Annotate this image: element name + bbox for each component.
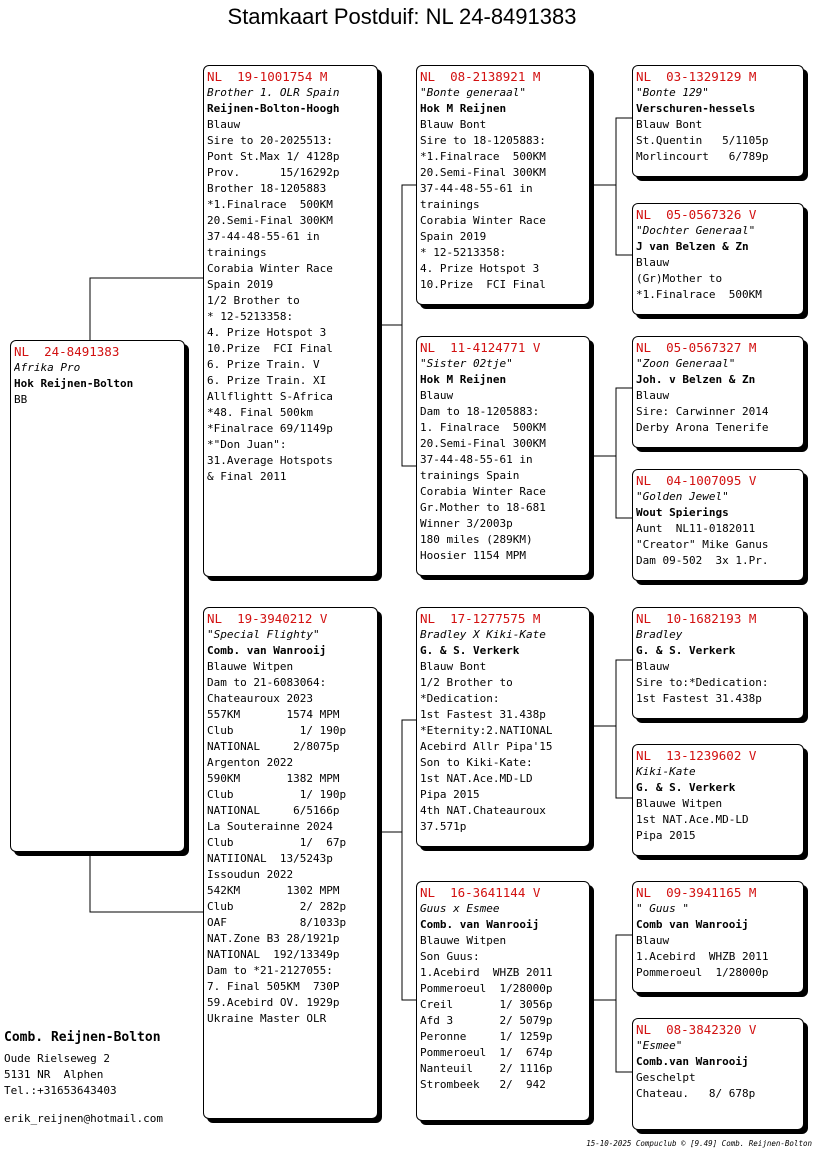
pigeon-card-dds[interactable] <box>632 881 804 993</box>
pigeon-owner: Comb. van Wanrooij <box>207 644 327 657</box>
pigeon-color: Blauw <box>420 389 454 402</box>
pigeon-color: Blauw <box>636 256 670 269</box>
pigeon-owner: Comb van Wanrooij <box>636 918 749 931</box>
pedigree-note: OAF 8/1033p <box>207 916 347 929</box>
pedigree-note: 1. Finalrace 500KM <box>420 421 546 434</box>
pedigree-note: (Gr)Mother to <box>636 272 723 285</box>
pigeon-color: Blauw <box>207 118 241 131</box>
pedigree-note: Corabia Winter Race <box>420 214 546 227</box>
pedigree-note: Ukraine Master OLR <box>207 1012 327 1025</box>
pedigree-note: Sire to 18-1205883: <box>420 134 546 147</box>
breeder-phone: Tel.:+31653643403 <box>4 1084 117 1097</box>
pedigree-note: 590KM 1382 MPM <box>207 772 340 785</box>
breeder-email[interactable]: erik_reijnen@hotmail.com <box>4 1112 163 1125</box>
pedigree-note: Creil 1/ 3056p <box>420 998 553 1011</box>
pedigree-note: NATIONAL 192/13349p <box>207 948 340 961</box>
pedigree-note: 1st Fastest 31.438p <box>636 692 762 705</box>
pigeon-name: Brother 1. OLR Spain <box>207 86 340 99</box>
pedigree-note: *48. Final 500km <box>207 406 313 419</box>
pedigree-note: 37.571p <box>420 820 467 833</box>
pigeon-name: "Bonte 129" <box>636 86 709 99</box>
breeder-name: Comb. Reijnen-Bolton <box>4 1030 161 1045</box>
pedigree-note: 557KM 1574 MPM <box>207 708 340 721</box>
pedigree-note: Winner 3/2003p <box>420 517 513 530</box>
pedigree-note: 1/2 Brother to <box>207 294 300 307</box>
breeder-info <box>4 1030 163 1127</box>
pigeon-owner: Verschuren-hessels <box>636 102 756 115</box>
pigeon-name: "Esmee" <box>636 1039 683 1052</box>
pigeon-owner: Hok Reijnen-Bolton <box>14 377 134 390</box>
ring-number: NL 04-1007095 V <box>636 473 757 488</box>
ring-number: NL 16-3641144 V <box>420 885 541 900</box>
pigeon-card-sds[interactable] <box>632 336 804 448</box>
pedigree-note: 20.Semi-Final 300KM <box>207 214 333 227</box>
pedigree-note: NAT.Zone B3 28/1921p <box>207 932 340 945</box>
ring-number: NL 08-3842320 V <box>636 1022 757 1037</box>
pedigree-note: *1.Finalrace 500KM <box>207 198 333 211</box>
pigeon-color: Blauwe Witpen <box>636 797 723 810</box>
pigeon-owner: G. & S. Verkerk <box>420 644 520 657</box>
pigeon-name: "Dochter Generaal" <box>636 224 756 237</box>
pedigree-note: 4. Prize Hotspot 3 <box>207 326 327 339</box>
pigeon-card-subject[interactable] <box>10 340 185 852</box>
pigeon-owner: G. & S. Verkerk <box>636 781 736 794</box>
pedigree-note: Derby Arona Tenerife <box>636 421 769 434</box>
ring-number: NL 24-8491383 <box>14 344 120 359</box>
pedigree-note: 4. Prize Hotspot 3 <box>420 262 540 275</box>
pedigree-note: Pipa 2015 <box>636 829 696 842</box>
pedigree-note: St.Quentin 5/1105p <box>636 134 769 147</box>
pedigree-note: * 12-5213358: <box>207 310 294 323</box>
pedigree-note: 1st Fastest 31.438p <box>420 708 546 721</box>
pedigree-note: *Eternity:2.NATIONAL <box>420 724 553 737</box>
pigeon-owner: J van Belzen & Zn <box>636 240 749 253</box>
pedigree-note: Sire to 20-2025513: <box>207 134 333 147</box>
pigeon-name: Bradley X Kiki-Kate <box>420 628 546 641</box>
pigeon-color: Geschelpt <box>636 1071 696 1084</box>
pedigree-note: Pommeroeul 1/28000p <box>420 982 553 995</box>
pedigree-note: 59.Acebird OV. 1929p <box>207 996 340 1009</box>
pigeon-card-sire-dam[interactable] <box>416 336 590 576</box>
pedigree-note: Chateau. 8/ 678p <box>636 1087 756 1100</box>
pedigree-note: Issoudun 2022 <box>207 868 294 881</box>
pigeon-name: Afrika Pro <box>14 361 81 374</box>
pedigree-note: 20.Semi-Final 300KM <box>420 166 546 179</box>
pedigree-note: Hoosier 1154 MPM <box>420 549 526 562</box>
pigeon-owner: G. & S. Verkerk <box>636 644 736 657</box>
pedigree-note: Peronne 1/ 1259p <box>420 1030 553 1043</box>
pedigree-note: 1/2 Brother to <box>420 676 513 689</box>
pigeon-owner: Hok M Reijnen <box>420 373 507 386</box>
footer-credit: 15-10-2025 Compuclub © [9.49] Comb. Reijnen-Bolton <box>586 1139 812 1148</box>
pigeon-owner: Hok M Reijnen <box>420 102 507 115</box>
pedigree-note: Brother 18-1205883 <box>207 182 327 195</box>
pigeon-color: BB <box>14 393 28 406</box>
breeder-address-1: Oude Rielseweg 2 <box>4 1052 110 1065</box>
pigeon-color: Aunt NL11-0182011 <box>636 522 756 535</box>
pigeon-card-sire-sire[interactable] <box>416 65 590 305</box>
pigeon-card-sire[interactable] <box>203 65 378 577</box>
pedigree-note: *1.Finalrace 500KM <box>420 150 546 163</box>
pigeon-color: Blauw Bont <box>420 118 487 131</box>
pedigree-note: 6. Prize Train. V <box>207 358 320 371</box>
pigeon-color: Blauwe Witpen <box>420 934 507 947</box>
pigeon-owner: Comb.van Wanrooij <box>636 1055 749 1068</box>
pigeon-card-ssd[interactable] <box>632 203 804 315</box>
pedigree-note: Gr.Mother to 18-681 <box>420 501 546 514</box>
ring-number: NL 05-0567326 V <box>636 207 757 222</box>
ring-number: NL 19-1001754 M <box>207 69 328 84</box>
ring-number: NL 09-3941165 M <box>636 885 757 900</box>
pedigree-note: Prov. 15/16292p <box>207 166 340 179</box>
pigeon-name: Kiki-Kate <box>636 765 696 778</box>
pedigree-note: NATIONAL 6/5166p <box>207 804 340 817</box>
pedigree-note: Afd 3 2/ 5079p <box>420 1014 553 1027</box>
pedigree-note: "Creator" Mike Ganus <box>636 538 769 551</box>
pedigree-note: Pont St.Max 1/ 4128p <box>207 150 340 163</box>
pigeon-name: "Sister 02tje" <box>420 357 513 370</box>
pedigree-note: Club 1/ 190p <box>207 724 347 737</box>
pedigree-note: Acebird Allr Pipa'15 <box>420 740 553 753</box>
pigeon-name: Guus x Esmee <box>420 902 500 915</box>
pedigree-note: Sire to:*Dedication: <box>636 676 769 689</box>
pigeon-name: "Special Flighty" <box>207 628 320 641</box>
pigeon-owner: Reijnen-Bolton-Hoogh <box>207 102 340 115</box>
pedigree-note: Corabia Winter Race <box>207 262 333 275</box>
pedigree-note: trainings <box>207 246 267 259</box>
pedigree-note: *"Don Juan": <box>207 438 287 451</box>
pedigree-note: Club 2/ 282p <box>207 900 347 913</box>
pigeon-owner: Comb. van Wanrooij <box>420 918 540 931</box>
ring-number: NL 19-3940212 V <box>207 611 328 626</box>
pigeon-owner: Joh. v Belzen & Zn <box>636 373 756 386</box>
pigeon-color: Blauw <box>636 389 670 402</box>
pigeon-color: Blauw Bont <box>636 118 703 131</box>
pigeon-card-ddd[interactable] <box>632 1018 804 1130</box>
pigeon-color: Blauw <box>636 660 670 673</box>
pedigree-note: 10.Prize FCI Final <box>207 342 333 355</box>
pedigree-note: Argenton 2022 <box>207 756 294 769</box>
pedigree-note: Son Guus: <box>420 950 480 963</box>
pedigree-note: 10.Prize FCI Final <box>420 278 546 291</box>
pedigree-note: 4th NAT.Chateauroux <box>420 804 546 817</box>
pedigree-note: Chateauroux 2023 <box>207 692 313 705</box>
breeder-address-2: 5131 NR Alphen <box>4 1068 104 1081</box>
pedigree-note: trainings Spain <box>420 469 520 482</box>
page-title: Stamkaart Postduif: NL 24-8491383 <box>227 4 577 29</box>
ring-number: NL 17-1277575 M <box>420 611 541 626</box>
pedigree-note: 542KM 1302 MPM <box>207 884 340 897</box>
pigeon-card-sss[interactable] <box>632 65 804 177</box>
pedigree-note: Sire: Carwinner 2014 <box>636 405 769 418</box>
pedigree-note: Son to Kiki-Kate: <box>420 756 533 769</box>
pedigree-note: 6. Prize Train. XI <box>207 374 327 387</box>
pedigree-note: NATIIONAL 13/5243p <box>207 852 333 865</box>
pigeon-color: Blauwe Witpen <box>207 660 294 673</box>
pigeon-owner: Wout Spierings <box>636 506 729 519</box>
pedigree-note: 37-44-48-55-61 in <box>420 182 533 195</box>
pedigree-note: Dam to 21-6083064: <box>207 676 327 689</box>
pedigree-note: Pommeroeul 1/ 674p <box>420 1046 553 1059</box>
pedigree-note: & Final 2011 <box>207 470 287 483</box>
pigeon-card-dss[interactable] <box>632 607 804 719</box>
ring-number: NL 08-2138921 M <box>420 69 541 84</box>
pigeon-color: Blauw <box>636 934 670 947</box>
pedigree-note: 180 miles (289KM) <box>420 533 533 546</box>
ring-number: NL 03-1329129 M <box>636 69 757 84</box>
pedigree-note: Spain 2019 <box>420 230 487 243</box>
pigeon-card-dam-sire[interactable] <box>416 607 590 847</box>
pedigree-note: Corabia Winter Race <box>420 485 546 498</box>
pedigree-note: Strombeek 2/ 942 <box>420 1078 546 1091</box>
pedigree-note: Dam to 18-1205883: <box>420 405 540 418</box>
pedigree-note: 7. Final 505KM 730P <box>207 980 340 993</box>
pedigree-note: 1.Acebird WHZB 2011 <box>420 966 553 979</box>
pedigree-note: Dam 09-502 3x 1.Pr. <box>636 554 769 567</box>
pigeon-color: Blauw Bont <box>420 660 487 673</box>
pedigree-note: 1st NAT.Ace.MD-LD <box>420 772 533 785</box>
pigeon-name: "Bonte generaal" <box>420 86 526 99</box>
pedigree-note: La Souterainne 2024 <box>207 820 333 833</box>
pigeon-card-dsd[interactable] <box>632 744 804 856</box>
pedigree-note: 20.Semi-Final 300KM <box>420 437 546 450</box>
pedigree-note: 1st NAT.Ace.MD-LD <box>636 813 749 826</box>
ring-number: NL 13-1239602 V <box>636 748 757 763</box>
pedigree-note: Club 1/ 190p <box>207 788 347 801</box>
pedigree-note: *Finalrace 69/1149p <box>207 422 333 435</box>
pedigree-note: NATIONAL 2/8075p <box>207 740 340 753</box>
pigeon-name: Bradley <box>636 628 683 641</box>
pedigree-note: Allflightt S-Africa <box>207 390 333 403</box>
pigeon-card-dam[interactable] <box>203 607 378 1119</box>
pedigree-note: Nanteuil 2/ 1116p <box>420 1062 553 1075</box>
pigeon-card-dam-dam[interactable] <box>416 881 590 1121</box>
pedigree-note: Dam to *21-2127055: <box>207 964 333 977</box>
pedigree-note: Spain 2019 <box>207 278 274 291</box>
pedigree-note: *1.Finalrace 500KM <box>636 288 762 301</box>
pedigree-note: *Dedication: <box>420 692 500 705</box>
ring-number: NL 05-0567327 M <box>636 340 757 355</box>
pedigree-note: trainings <box>420 198 480 211</box>
pedigree-note: Morlincourt 6/789p <box>636 150 769 163</box>
pedigree-note: Club 1/ 67p <box>207 836 347 849</box>
ring-number: NL 11-4124771 V <box>420 340 541 355</box>
pigeon-name: "Zoon Generaal" <box>636 357 736 370</box>
pedigree-note: 37-44-48-55-61 in <box>420 453 533 466</box>
pigeon-card-sdd[interactable] <box>632 469 804 581</box>
pedigree-note: Pommeroeul 1/28000p <box>636 966 769 979</box>
pigeon-name: " Guus " <box>636 902 689 915</box>
pedigree-note: Pipa 2015 <box>420 788 480 801</box>
pedigree-note: 37-44-48-55-61 in <box>207 230 320 243</box>
pedigree-note: 31.Average Hotspots <box>207 454 333 467</box>
pedigree-note: 1.Acebird WHZB 2011 <box>636 950 769 963</box>
ring-number: NL 10-1682193 M <box>636 611 757 626</box>
pigeon-name: "Golden Jewel" <box>636 490 729 503</box>
pedigree-note: * 12-5213358: <box>420 246 507 259</box>
